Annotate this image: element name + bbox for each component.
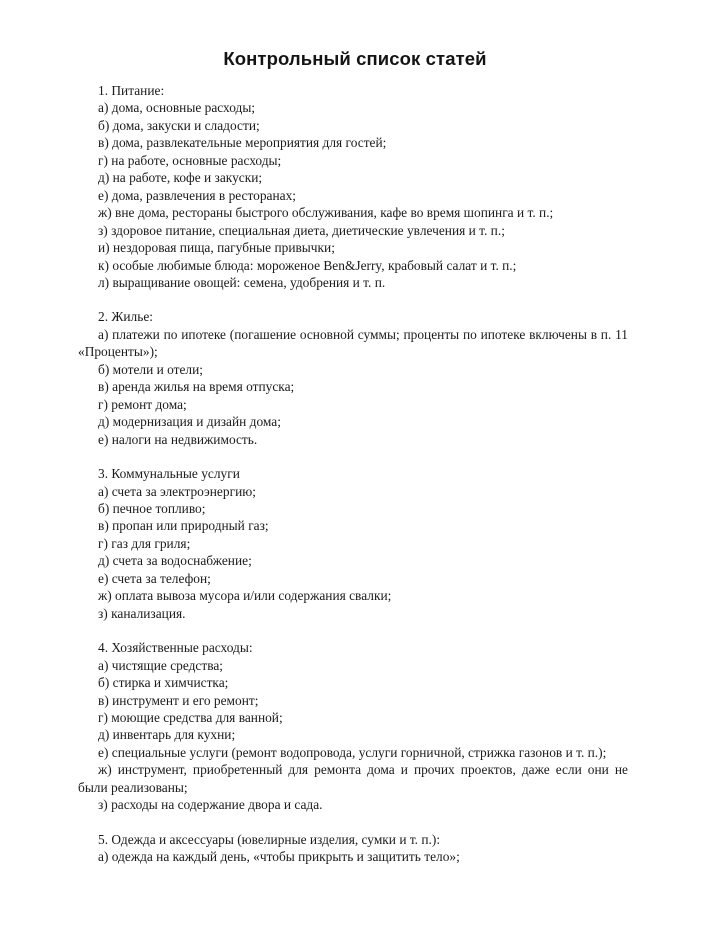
list-item: а) дома, основные расходы; <box>98 100 256 116</box>
list-item: а) платежи по ипотеке (погашение основной суммы; проценты по ипотеке включены в п. 11 «Проценты»); <box>78 326 632 360</box>
section-heading: 2. Жилье: <box>98 309 154 325</box>
list-item: д) на работе, кофе и закуски; <box>98 170 263 186</box>
list-item: в) пропан или природный газ; <box>98 518 269 534</box>
list-item: в) аренда жилья на время отпуска; <box>98 379 295 395</box>
list-item: и) нездоровая пища, пагубные привычки; <box>98 240 335 256</box>
list-item: а) чистящие средства; <box>98 657 224 673</box>
list-item: в) инструмент и его ремонт; <box>98 692 259 708</box>
list-item: б) печное топливо; <box>98 500 206 516</box>
list-item: г) моющие средства для ванной; <box>98 709 283 725</box>
list-item: д) инвентарь для кухни; <box>98 727 236 743</box>
document-section <box>78 831 628 866</box>
list-item: б) стирка и химчистка; <box>98 675 229 691</box>
list-item: к) особые любимые блюда: мороженое Ben&Jerry, крабовый салат и т. п.; <box>98 257 517 273</box>
document-section <box>78 308 632 448</box>
list-item: е) налоги на недвижимость. <box>98 431 258 447</box>
list-item: з) здоровое питание, специальная диета, диетические увлечения и т. п.; <box>98 222 505 238</box>
list-item: а) одежда на каждый день, «чтобы прикрыть и защитить тело»; <box>98 849 460 865</box>
list-item: з) расходы на содержание двора и сада. <box>98 797 323 813</box>
list-item: ж) инструмент, приобретенный для ремонта дома и прочих проектов, даже если они не были реализованы; <box>78 762 632 795</box>
document-body <box>78 82 632 866</box>
list-item: а) счета за электроэнергию; <box>98 483 256 499</box>
list-item: ж) вне дома, рестораны быстрого обслуживания, кафе во время шопинга и т. п.; <box>98 205 554 221</box>
list-item: г) ремонт дома; <box>98 396 187 412</box>
list-item: б) мотели и отели; <box>98 361 203 377</box>
list-item: г) на работе, основные расходы; <box>98 152 282 168</box>
document-section <box>78 82 628 291</box>
list-item: е) дома, развлечения в ресторанах; <box>98 187 297 203</box>
section-heading: 5. Одежда и аксессуары (ювелирные изделия, сумки и т. п.): <box>98 831 441 847</box>
section-heading: 3. Коммунальные услуги <box>98 466 240 482</box>
section-heading: 4. Хозяйственные расходы: <box>98 640 253 656</box>
list-item: б) дома, закуски и сладости; <box>98 117 260 133</box>
document-section <box>78 639 632 814</box>
list-item: е) специальные услуги (ремонт водопровода, услуги горничной, стрижка газонов и т. п.); <box>98 744 607 760</box>
section-heading: 1. Питание: <box>98 83 165 98</box>
list-item: з) канализация. <box>98 605 186 621</box>
list-item: ж) оплата вывоза мусора и/или содержания свалки; <box>98 588 392 604</box>
list-item: д) счета за водоснабжение; <box>98 553 252 569</box>
list-item: л) выращивание овощей: семена, удобрения и т. п. <box>98 274 386 290</box>
list-item: д) модернизация и дизайн дома; <box>98 414 281 430</box>
page-title: Контрольный список статей <box>223 48 487 69</box>
document-section <box>78 465 628 622</box>
list-item: в) дома, развлекательные мероприятия для гостей; <box>98 135 387 151</box>
list-item: г) газ для гриля; <box>98 535 191 551</box>
list-item: е) счета за телефон; <box>98 570 211 586</box>
